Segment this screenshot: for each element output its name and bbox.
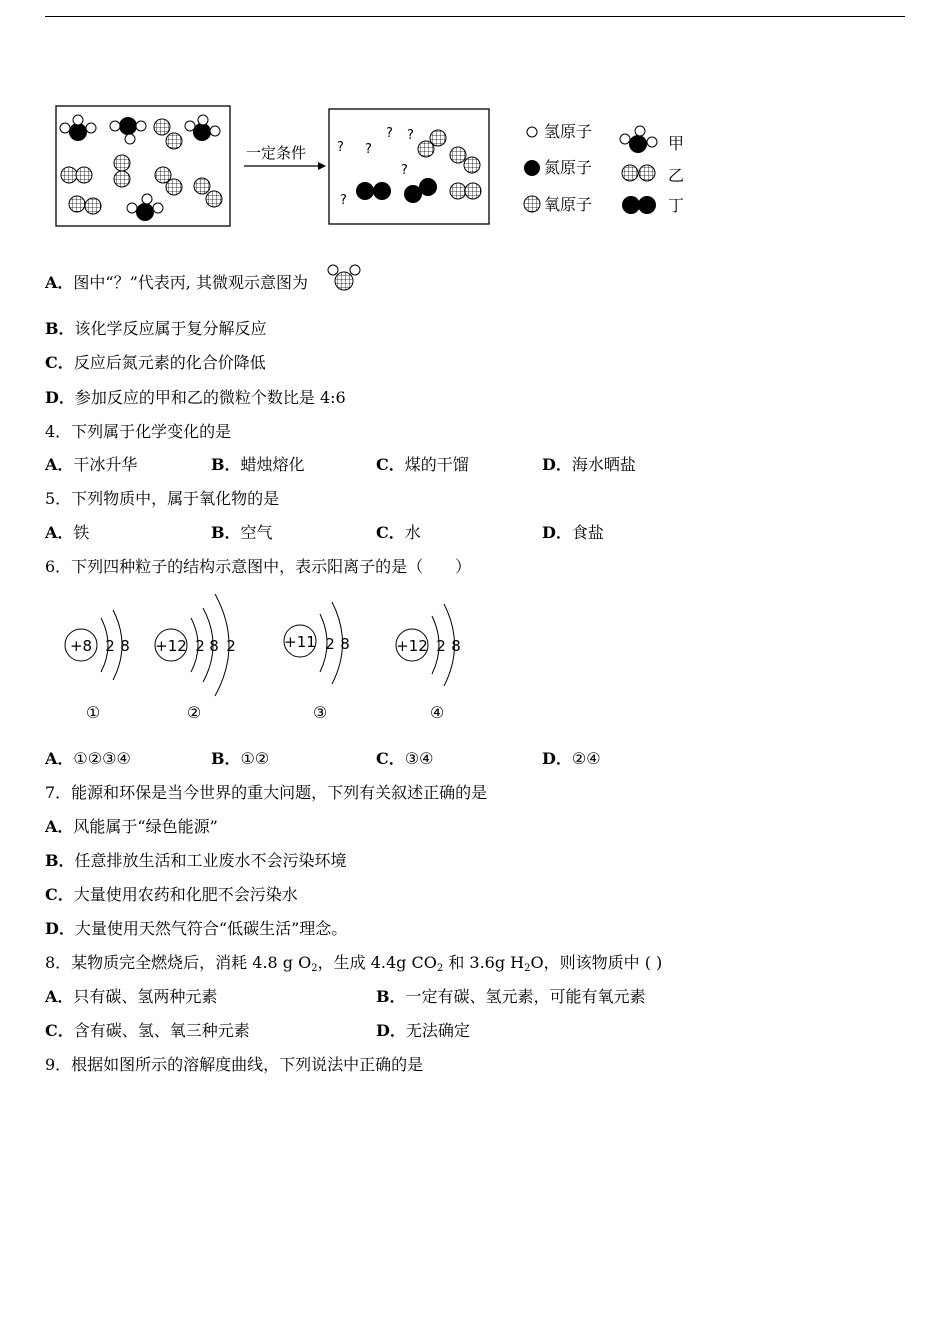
q6-option-c: C．③④ <box>376 749 434 768</box>
molecule-jia <box>110 117 146 144</box>
q8-option-c: C．含有碳、氢、氧三种元素 <box>45 1021 250 1040</box>
molecule-ding <box>404 178 437 203</box>
shell-electrons: 8 <box>120 637 130 655</box>
q5-stem: 5．下列物质中，属于氧化物的是 <box>45 489 280 508</box>
nucleus-charge: +12 <box>155 637 187 655</box>
q3-option-b: B．该化学反应属于复分解反应 <box>45 319 267 338</box>
question-mark: ? <box>407 128 414 143</box>
question-mark: ? <box>337 140 344 155</box>
shell-electrons: 2 <box>325 635 335 653</box>
q8-option-d: D．无法确定 <box>376 1021 470 1040</box>
molecule-yi <box>450 183 481 199</box>
molecule-label: 甲 <box>668 134 685 153</box>
q8-option-a: A．只有碳、氢两种元素 <box>45 987 218 1006</box>
molecule-label: 乙 <box>668 166 685 185</box>
molecule-yi <box>61 167 92 183</box>
molecule-yi <box>69 196 101 214</box>
q7-option-a: A．风能属于“绿色能源” <box>45 817 218 836</box>
hydrogen-atom-icon <box>527 127 537 137</box>
nucleus-charge: +12 <box>396 637 428 655</box>
particle-diagram-3 <box>284 602 350 722</box>
q3-option-a: A．图中“？”代表丙, 其微观示意图为 <box>45 273 308 292</box>
molecule-yi <box>194 178 222 207</box>
q6-stem: 6．下列四种粒子的结构示意图中，表示阳离子的是（ ） <box>45 557 472 576</box>
arrow-label: 一定条件 <box>246 144 307 162</box>
molecule-ding <box>356 182 391 200</box>
nitrogen-atom-icon <box>524 160 540 176</box>
question-mark: ? <box>340 193 347 208</box>
shell-electrons: 8 <box>209 637 219 655</box>
molecule-label: 丁 <box>668 196 685 215</box>
arrow-head-icon <box>318 162 326 170</box>
particle-label: ① <box>85 703 101 722</box>
q4-stem: 4．下列属于化学变化的是 <box>45 422 232 441</box>
q5-option-c: C．水 <box>376 523 421 542</box>
oxygen-atom-icon <box>524 196 540 212</box>
q7-stem: 7．能源和环保是当今世界的重大问题，下列有关叙述正确的是 <box>45 783 488 802</box>
molecule-bing-icon <box>325 263 363 293</box>
particle-diagram-2 <box>155 594 236 722</box>
legend-label: 氧原子 <box>544 195 593 214</box>
q4-option-c: C．煤的干馏 <box>376 455 469 474</box>
molecule-yi <box>154 119 182 149</box>
question-mark: ? <box>401 163 408 178</box>
question-mark: ? <box>365 142 372 157</box>
molecule-yi <box>450 147 480 173</box>
particle-label: ③ <box>312 703 328 722</box>
particle-structure-diagrams <box>55 588 485 728</box>
molecule-yi <box>114 155 130 187</box>
molecule-ding-icon <box>622 196 656 214</box>
q6-option-d: D．②④ <box>542 749 601 768</box>
molecule-yi <box>418 130 446 157</box>
reaction-diagram <box>40 95 720 235</box>
q4-option-b: B．蜡烛熔化 <box>211 455 305 474</box>
q9-stem: 9．根据如图所示的溶解度曲线，下列说法中正确的是 <box>45 1055 424 1074</box>
q8-stem: 8．某物质完全燃烧后，消耗 4.8 g $O_2$，生成 4.4g $CO_2$ 和 3.6g $H_2O$，则该物质中 ( ) <box>45 953 663 974</box>
molecule-jia <box>60 115 96 141</box>
q7-option-c: C．大量使用农药和化肥不会污染水 <box>45 885 298 904</box>
shell-electrons: 2 <box>195 637 205 655</box>
q5-option-d: D．食盐 <box>542 523 604 542</box>
nucleus-charge: +8 <box>69 637 93 655</box>
q7-option-d: D．大量使用天然气符合“低碳生活”理念。 <box>45 919 348 938</box>
shell-electrons: 2 <box>436 637 446 655</box>
molecule-yi-icon <box>622 165 655 181</box>
legend-label: 氮原子 <box>544 158 593 177</box>
particle-diagram-4 <box>396 604 461 722</box>
header-rule <box>45 16 905 17</box>
legend-label: 氢原子 <box>544 122 593 141</box>
particle-diagram-1 <box>65 610 130 722</box>
q4-option-a: A．干冰升华 <box>45 455 138 474</box>
q3-option-d: D．参加反应的甲和乙的微粒个数比是 4:6 <box>45 388 346 407</box>
q6-option-b: B．①② <box>211 749 270 768</box>
particle-label: ② <box>186 703 202 722</box>
question-mark: ? <box>386 126 393 141</box>
shell-electrons: 2 <box>226 637 236 655</box>
molecule-jia-icon <box>620 126 657 153</box>
q5-option-b: B．空气 <box>211 523 273 542</box>
molecule-jia <box>185 115 220 141</box>
nucleus-charge: +11 <box>284 633 316 651</box>
particle-label: ④ <box>429 703 445 722</box>
q7-option-b: B．任意排放生活和工业废水不会污染环境 <box>45 851 347 870</box>
q4-option-d: D．海水晒盐 <box>542 455 636 474</box>
shell-electrons: 8 <box>451 637 461 655</box>
q6-option-a: A．①②③④ <box>45 749 131 768</box>
molecule-yi <box>155 167 182 195</box>
q5-option-a: A．铁 <box>45 523 90 542</box>
shell-electrons: 2 <box>105 637 115 655</box>
q3-option-c: C．反应后氮元素的化合价降低 <box>45 353 266 372</box>
shell-electrons: 8 <box>340 635 350 653</box>
molecule-jia <box>127 194 163 221</box>
q8-option-b: B．一定有碳、氢元素，可能有氧元素 <box>376 987 646 1006</box>
